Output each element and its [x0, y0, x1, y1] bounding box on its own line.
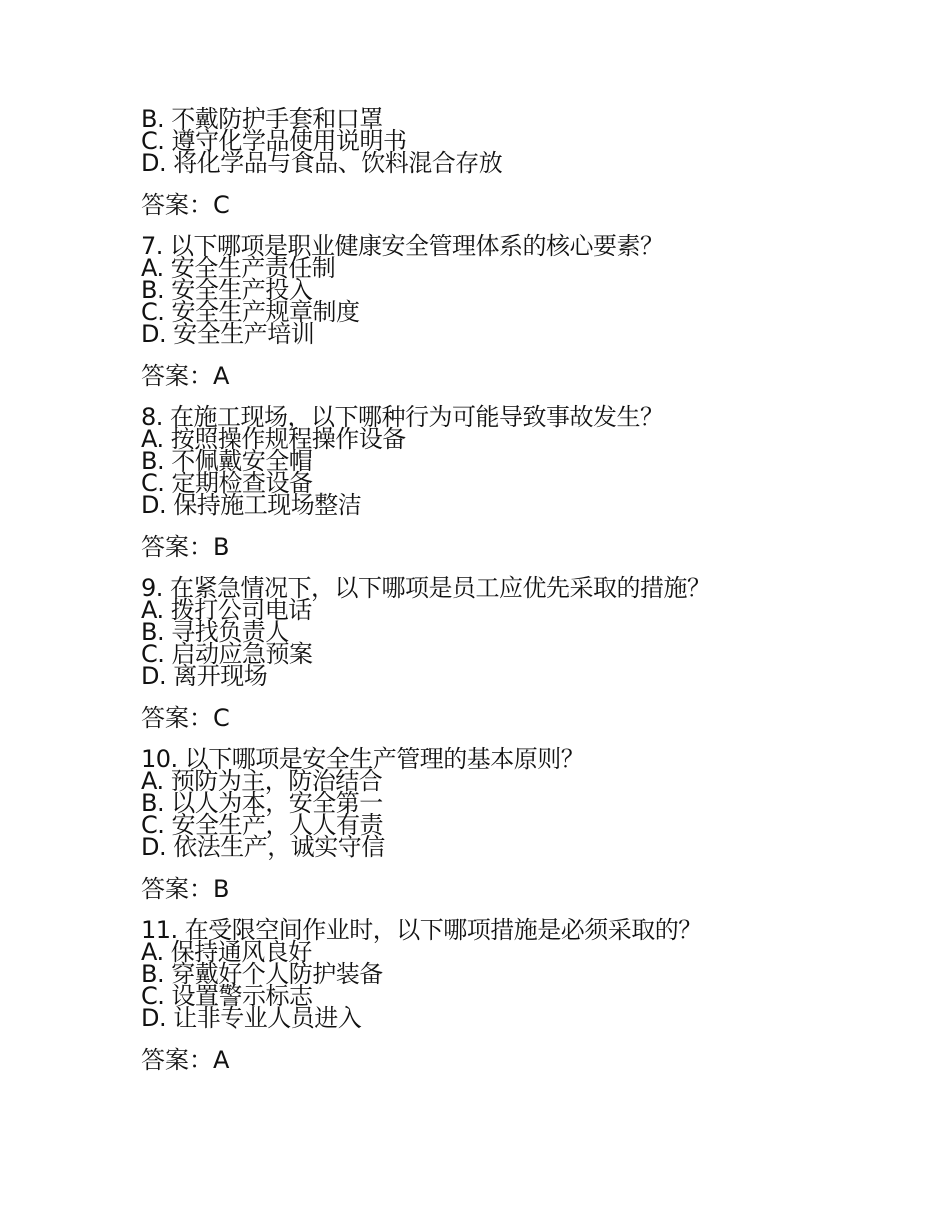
answer-line: 答案：A — [141, 362, 230, 390]
question-block-10 — [141, 745, 921, 903]
option-c: C. 设置警示标志 — [141, 982, 313, 1010]
question-block-8 — [141, 403, 921, 561]
option-b: B. 不佩戴安全帽 — [141, 447, 313, 475]
question-text: 8. 在施工现场，以下哪种行为可能导致事故发生？ — [141, 403, 664, 431]
question-text: 11. 在受限空间作业时，以下哪项措施是必须采取的？ — [141, 916, 702, 944]
option-d: D. 安全生产培训 — [141, 320, 315, 348]
option-b: B. 以人为本，安全第一 — [141, 789, 383, 817]
option-c: C. 遵守化学品使用说明书 — [141, 127, 407, 155]
option-a: A. 安全生产责任制 — [141, 254, 336, 282]
answer-line: 答案：B — [141, 875, 230, 903]
document-page — [141, 105, 921, 1074]
option-c: C. 启动应急预案 — [141, 640, 313, 668]
option-d: D. 让非专业人员进入 — [141, 1004, 362, 1032]
option-b: B. 穿戴好个人防护装备 — [141, 960, 383, 988]
option-b: B. 安全生产投入 — [141, 276, 313, 304]
question-text: 10. 以下哪项是安全生产管理的基本原则？ — [141, 745, 585, 773]
option-a: A. 保持通风良好 — [141, 938, 312, 966]
option-c: C. 安全生产，人人有责 — [141, 811, 384, 839]
option-a: A. 按照操作规程操作设备 — [141, 425, 406, 453]
option-d: D. 保持施工现场整洁 — [141, 491, 362, 519]
option-b: B. 寻找负责人 — [141, 618, 289, 646]
question-block-7 — [141, 232, 921, 390]
option-a: A. 预防为主，防治结合 — [141, 767, 383, 795]
question-block-partial — [141, 105, 921, 219]
option-b: B. 不戴防护手套和口罩 — [141, 105, 383, 133]
option-c: C. 安全生产规章制度 — [141, 298, 360, 326]
question-block-9 — [141, 574, 921, 732]
option-d: D. 依法生产，诚实守信 — [141, 833, 385, 861]
answer-line: 答案：C — [141, 704, 230, 732]
answer-line: 答案：B — [141, 533, 230, 561]
question-text: 9. 在紧急情况下，以下哪项是员工应优先采取的措施？ — [141, 574, 711, 602]
option-a: A. 拨打公司电话 — [141, 596, 312, 624]
question-block-11 — [141, 916, 921, 1074]
question-text: 7. 以下哪项是职业健康安全管理体系的核心要素？ — [141, 232, 664, 260]
option-d: D. 将化学品与食品、饮料混合存放 — [141, 149, 503, 177]
option-c: C. 定期检查设备 — [141, 469, 313, 497]
option-d: D. 离开现场 — [141, 662, 268, 690]
answer-line: 答案：A — [141, 1046, 230, 1074]
answer-line: 答案：C — [141, 191, 230, 219]
